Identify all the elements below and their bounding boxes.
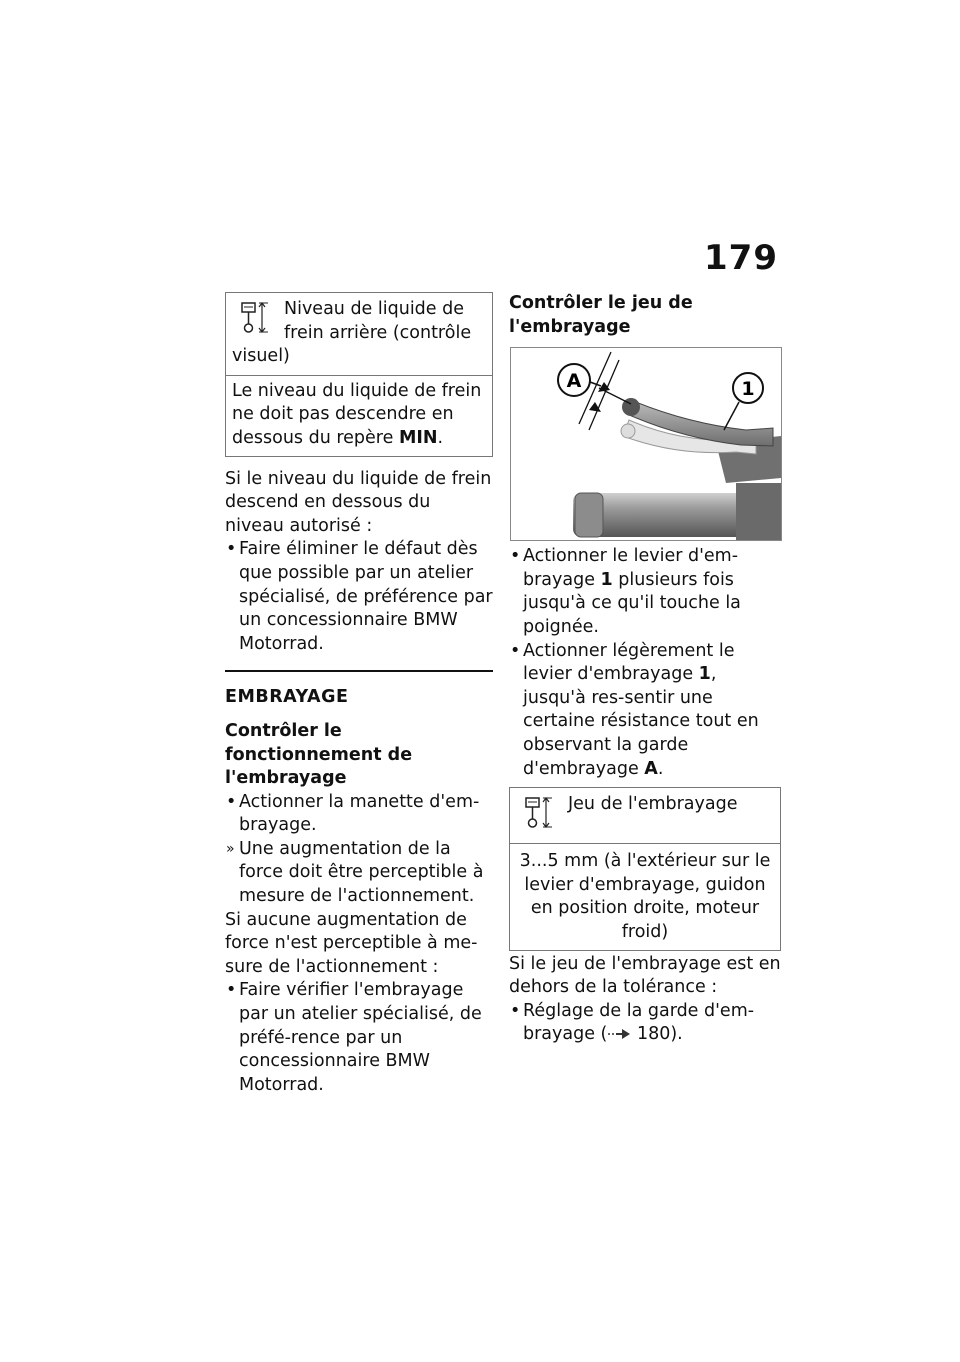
- page-number: 179: [704, 238, 778, 278]
- spec-box-body: [226, 376, 492, 456]
- caliper-icon: [522, 795, 558, 831]
- page-reference[interactable]: 180: [636, 1024, 671, 1045]
- spec-box-clutch-play: [509, 787, 781, 950]
- list-text: Actionner légèrement le levier d'embrayage: [523, 640, 735, 685]
- list-item: [509, 640, 781, 782]
- lever-ref: 1: [600, 569, 613, 590]
- clutch-lever-figure: [510, 347, 782, 541]
- spec-body-end: .: [437, 427, 444, 448]
- list-item: [509, 1000, 781, 1047]
- paragraph: Si le jeu de l'embrayage est en dehors de la tolérance :: [509, 953, 781, 998]
- spec-box-header: [510, 788, 780, 844]
- list-item: • Faire éliminer le défaut dès que possible par un atelier spécialisé, de préférence par un concessionnaire BMW Motorrad.: [225, 538, 493, 656]
- label-a: A: [566, 370, 582, 393]
- list-text: Réglage de la garde d'em-brayage (: [523, 1000, 755, 1045]
- spec-title: Niveau de liquide de frein arrière (contrôle visuel): [232, 299, 472, 367]
- list-text: ).: [670, 1024, 683, 1045]
- result-item: » Une augmentation de la force doit être perceptible à mesure de l'actionnement.: [225, 838, 493, 909]
- list-text: , jusqu'à res-sentir une certaine résistance tout en observant la garde d'embrayage: [523, 664, 759, 779]
- spec-title: Jeu de l'embrayage: [568, 794, 738, 815]
- spec-box-brake-fluid: [225, 292, 493, 457]
- spec-box-header: [226, 293, 492, 376]
- left-column: [225, 292, 493, 1097]
- subsection-title: Contrôler le fonctionnement de l'embrayage: [225, 720, 413, 789]
- paragraph: Si le niveau du liquide de frein descend en dessous du niveau autorisé :: [225, 468, 492, 536]
- bullet-list: [509, 545, 781, 781]
- clutch-lever-illustration: [511, 348, 781, 540]
- caliper-icon: [238, 300, 274, 336]
- bullet-list: [225, 538, 493, 656]
- right-column: [509, 292, 781, 1047]
- list-item: • Actionner la manette d'em-brayage.: [225, 791, 493, 838]
- section-title: EMBRAYAGE: [225, 670, 493, 710]
- spec-box-body: 3...5 mm (à l'extérieur sur le levier d'embrayage, guidon en position droite, moteur froid): [519, 851, 771, 942]
- paragraph: Si aucune augmentation de force n'est perceptible à me-sure de l'actionnement :: [225, 909, 478, 977]
- list-item: • Faire vérifier l'embrayage par un atelier spécialisé, de préfé-rence par un concessionnaire BMW Motorrad.: [225, 979, 493, 1097]
- bullet-list: [225, 979, 493, 1097]
- bullet-list: [509, 1000, 781, 1047]
- bullet-list: [225, 791, 493, 909]
- label-1: 1: [741, 378, 755, 401]
- list-item: [509, 545, 781, 639]
- lever-ref: 1: [698, 664, 711, 685]
- list-text: plusieurs fois jusqu'à ce qu'il touche la poignée.: [523, 569, 741, 637]
- spec-body-text: Le niveau du liquide de frein ne doit pas descendre en dessous du repère: [232, 380, 482, 448]
- list-text: Actionner le levier d'em-brayage: [523, 546, 739, 590]
- play-ref: A: [644, 758, 658, 779]
- subsection-title: Contrôler le jeu de l'embrayage: [509, 293, 693, 337]
- page-reference-arrow-icon: [607, 1028, 631, 1040]
- min-mark: MIN: [398, 427, 438, 448]
- list-text: .: [657, 758, 664, 779]
